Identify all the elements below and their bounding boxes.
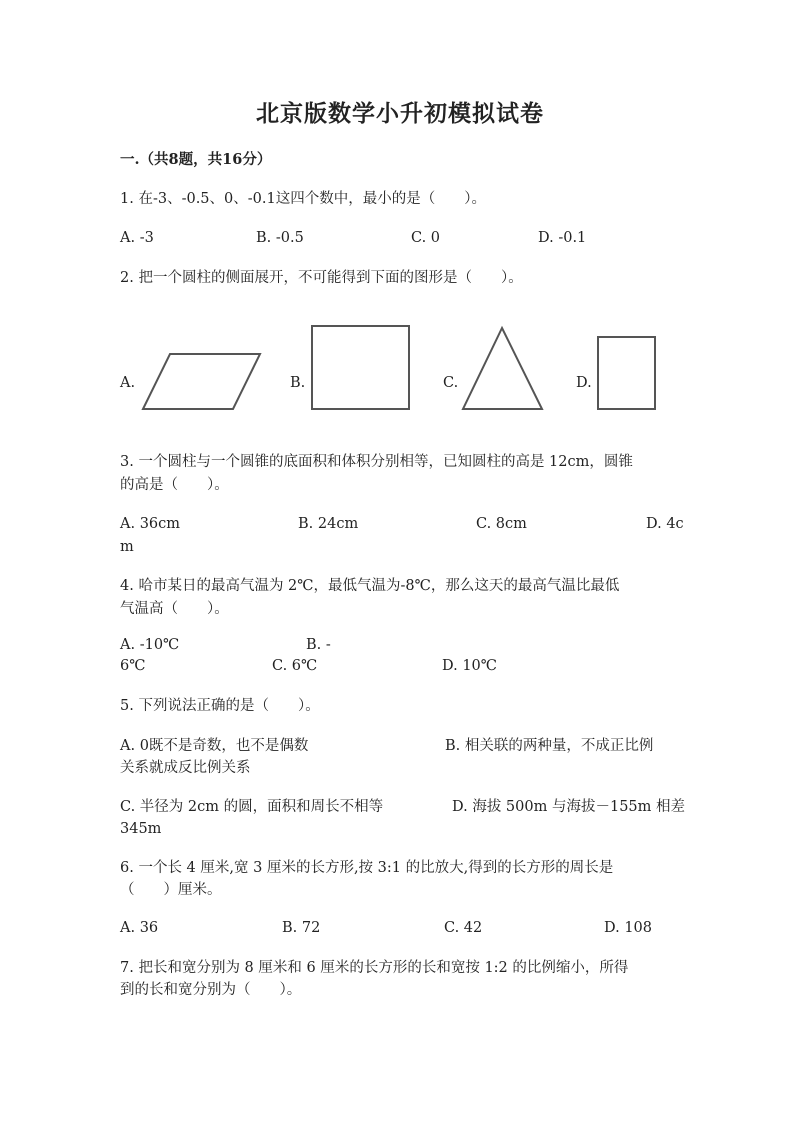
q6-option-b[interactable]: B. 72 [282,920,321,936]
section-heading: 一.（共8题，共16分） [120,151,272,168]
q3-option-d-wrap: m [120,539,134,555]
triangle-figure [460,325,546,412]
square-figure [310,324,412,412]
question-7-stem-line2: 到的长和宽分别为（ ）。 [120,982,302,998]
page-title: 北京版数学小升初模拟试卷 [256,100,544,127]
question-6-stem-line1: 6. 一个长 4 厘米,宽 3 厘米的长方形,按 3:1 的比放大,得到的长方形的周长是 [120,860,614,876]
q6-option-c[interactable]: C. 42 [444,920,483,936]
q5-option-b-wrap: 关系就成反比例关系 [120,760,251,776]
question-3-stem-line1: 3. 一个圆柱与一个圆锥的底面积和体积分别相等，已知圆柱的高是 12cm，圆锥 [120,454,633,470]
q1-option-c[interactable]: C. 0 [411,230,441,246]
q2-option-b[interactable]: B. [290,375,306,391]
q2-option-c[interactable]: C. [443,375,459,391]
q3-option-d[interactable]: D. 4c [646,516,684,532]
q5-option-c[interactable]: C. 半径为 2cm 的圆，面积和周长不相等 [120,799,384,815]
q4-option-a[interactable]: A. -10℃ [120,637,180,653]
q3-option-c[interactable]: C. 8cm [476,516,527,532]
q5-option-b[interactable]: B. 相关联的两种量，不成正比例 [445,738,654,754]
q5-option-d[interactable]: D. 海拔 500m 与海拔－155m 相差 [452,799,686,815]
q1-option-b[interactable]: B. -0.5 [256,230,304,246]
q6-option-d[interactable]: D. 108 [604,920,653,936]
q4-option-c[interactable]: C. 6℃ [272,658,318,674]
q3-option-a[interactable]: A. 36cm [120,516,181,532]
q6-option-a[interactable]: A. 36 [120,920,159,936]
q2-option-d[interactable]: D. [576,375,592,391]
q4-option-b-wrap: 6℃ [120,658,146,674]
parallelogram-figure [140,350,265,412]
question-2-stem: 2. 把一个圆柱的侧面展开，不可能得到下面的图形是（ ）。 [120,270,523,286]
question-6-stem-line2: （ ）厘米。 [120,882,222,898]
question-7-stem-line1: 7. 把长和宽分别为 8 厘米和 6 厘米的长方形的长和宽按 1:2 的比例缩小，所得 [120,960,629,976]
q4-option-b[interactable]: B. - [306,637,331,653]
q1-option-a[interactable]: A. -3 [120,230,154,246]
question-4-stem-line2: 气温高（ ）。 [120,601,229,617]
q5-option-d-wrap: 345m [120,821,162,837]
q5-option-a[interactable]: A. 0既不是奇数，也不是偶数 [120,738,309,754]
q2-option-a[interactable]: A. [120,375,136,391]
q3-option-b[interactable]: B. 24cm [298,516,359,532]
question-5-stem: 5. 下列说法正确的是（ ）。 [120,698,320,714]
q4-option-d[interactable]: D. 10℃ [442,658,497,674]
question-4-stem-line1: 4. 哈市某日的最高气温为 2℃，最低气温为-8℃，那么这天的最高气温比最低 [120,578,620,594]
q1-option-d[interactable]: D. -0.1 [538,230,587,246]
question-1-stem: 1. 在-3、-0.5、0、-0.1这四个数中，最小的是（ ）。 [120,191,486,207]
rectangle-figure [596,335,658,412]
question-3-stem-line2: 的高是（ ）。 [120,477,229,493]
